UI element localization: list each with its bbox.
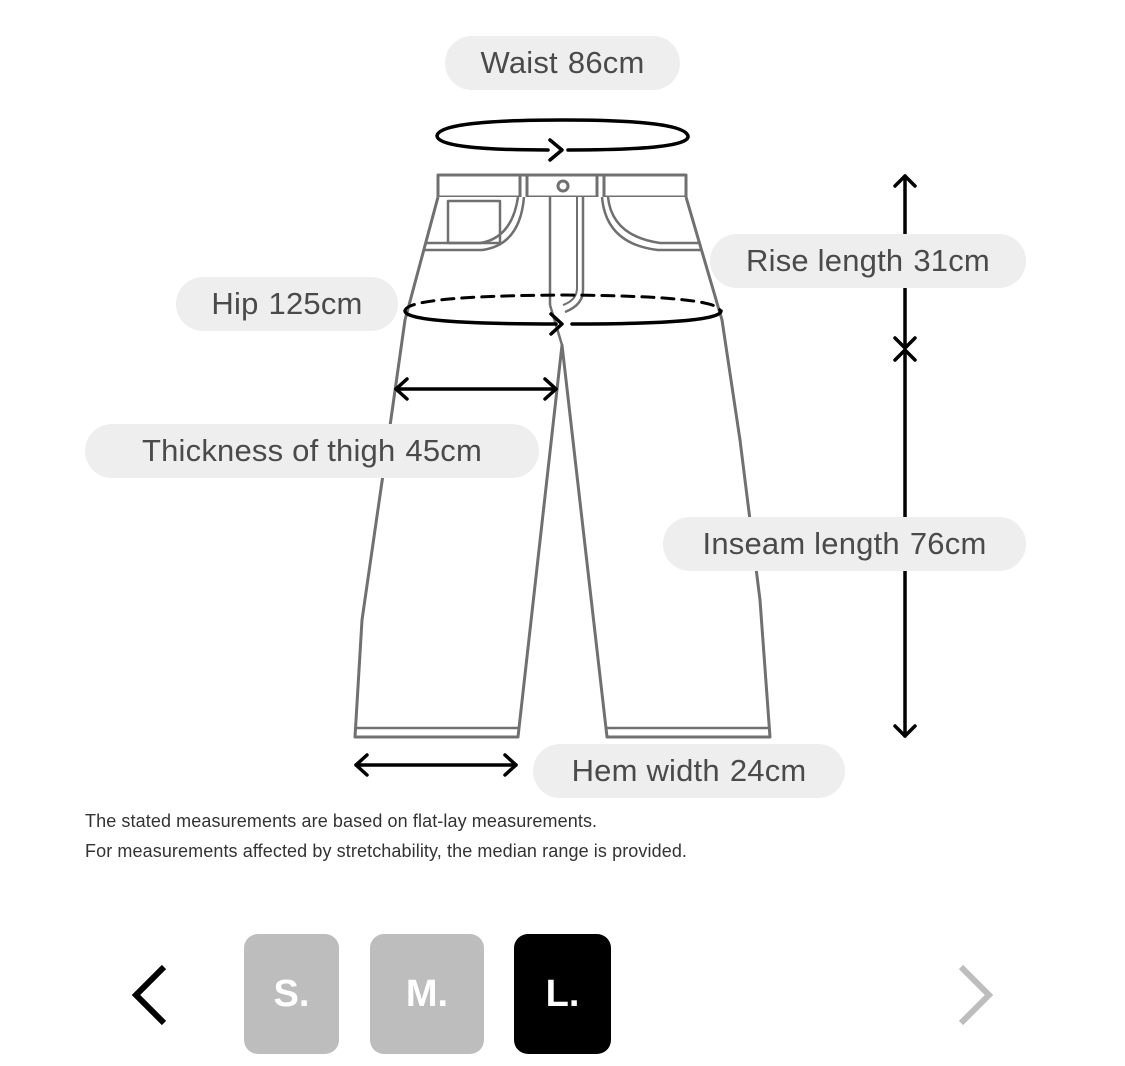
thigh-label-text: Thickness of thigh — [141, 433, 396, 468]
prev-size-button[interactable] — [120, 955, 180, 1035]
rise-value: 31cm — [913, 243, 990, 278]
chevron-right-icon — [945, 955, 1005, 1035]
size-option-s[interactable] — [244, 934, 339, 1054]
thigh-value: 45cm — [405, 433, 483, 468]
hip-value: 125cm — [268, 286, 363, 321]
thigh-label — [85, 424, 539, 478]
waist-value: 86cm — [567, 45, 645, 80]
note-stretchability: For measurements affected by stretchability, the median range is provided. — [85, 841, 688, 861]
size-option-l-label: L. — [545, 972, 580, 1015]
size-option-s-label: S. — [273, 972, 310, 1015]
size-option-m-label: M. — [405, 972, 449, 1015]
waist-label-text: Waist — [480, 45, 558, 80]
size-option-l[interactable] — [514, 934, 611, 1054]
inseam-label — [663, 517, 1026, 571]
rise-label-text: Rise length — [746, 243, 904, 278]
inseam-label-text: Inseam length — [702, 526, 900, 561]
waist-label — [445, 36, 680, 90]
note-flat-lay: The stated measurements are based on flat-lay measurements. — [85, 811, 598, 831]
chevron-left-icon — [120, 955, 180, 1035]
rise-label — [710, 234, 1026, 288]
inseam-value: 76cm — [909, 526, 987, 561]
hem-label-text: Hem width — [571, 753, 720, 788]
hip-label — [176, 277, 398, 331]
hem-label — [533, 744, 845, 798]
hip-label-text: Hip — [211, 286, 259, 321]
hem-value: 24cm — [729, 753, 807, 788]
waist-arrow-icon — [437, 120, 688, 150]
size-option-m[interactable] — [370, 934, 484, 1054]
next-size-button[interactable] — [945, 955, 1005, 1035]
